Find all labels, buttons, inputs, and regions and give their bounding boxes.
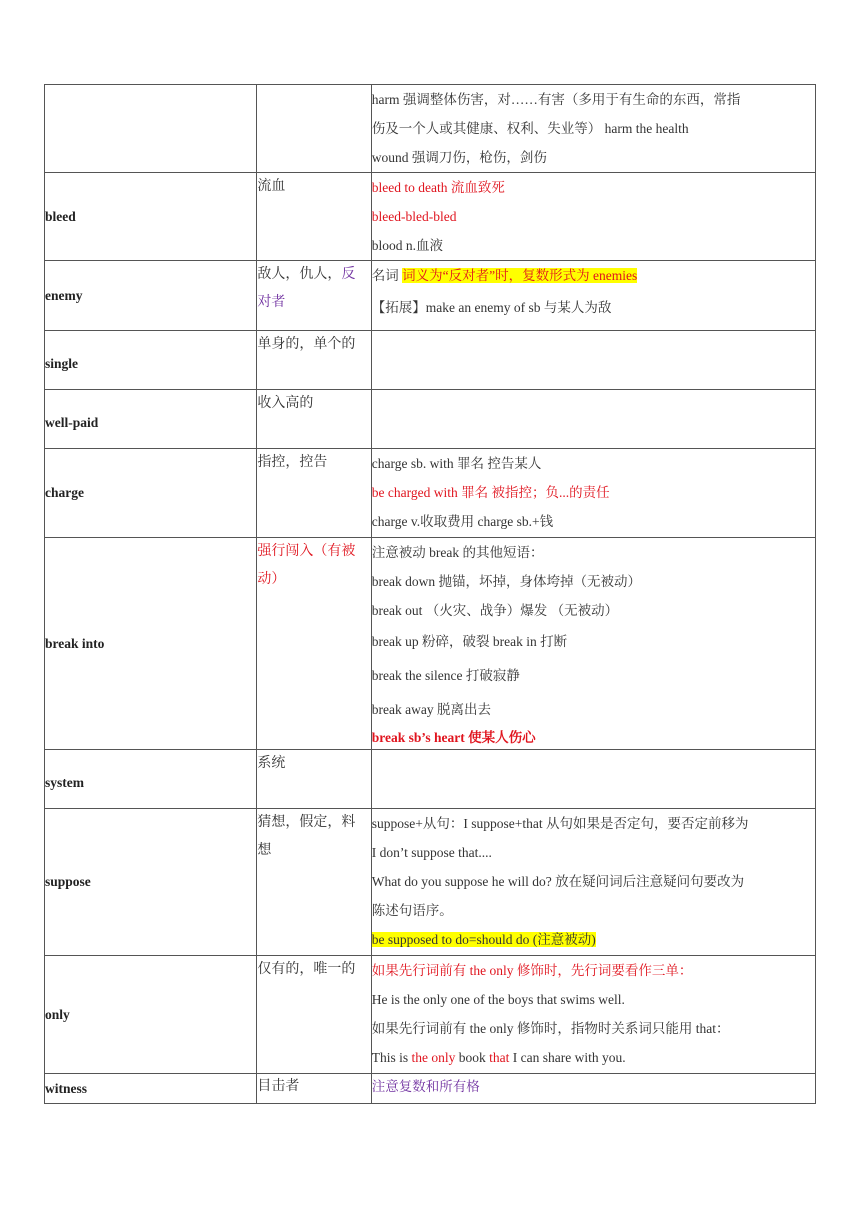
note-text-highlight: the only: [411, 1050, 456, 1065]
word-cell: charge: [45, 449, 257, 538]
table-row: [45, 538, 816, 750]
meaning-text-highlight: 反: [341, 267, 356, 282]
meaning-text: 敌人，仇人，: [257, 267, 342, 282]
meaning-cell: 系统: [257, 750, 371, 809]
note-text: book: [455, 1050, 490, 1065]
notes-cell: [371, 750, 815, 809]
word-cell: suppose: [45, 809, 257, 956]
note-line: 【拓展】make an enemy of sb 与某人为敌: [371, 300, 612, 315]
table-row: [45, 331, 816, 390]
meaning-cell: [257, 809, 371, 956]
note-text-highlight: that: [489, 1050, 510, 1065]
notes-cell: [371, 809, 815, 956]
word-cell: only: [45, 956, 257, 1074]
notes-cell: [371, 1074, 815, 1104]
note-line: harm 强调整体伤害，对……有害（多用于有生命的东西，常指: [371, 92, 741, 107]
meaning-text: 猜想，假定，料: [257, 815, 356, 830]
meaning-text: 动）: [257, 572, 286, 587]
word-cell: witness: [45, 1074, 257, 1104]
meaning-cell: 目击者: [257, 1074, 371, 1104]
note-line: charge sb. with 罪名 控告某人: [371, 456, 542, 471]
table-row: [45, 261, 816, 331]
meaning-text: 想: [257, 843, 272, 858]
note-line: 陈述句语序。: [371, 903, 453, 918]
notes-cell: [371, 173, 815, 261]
meaning-cell: [257, 538, 371, 750]
note-text: 名词: [371, 268, 403, 283]
note-line: I don’t suppose that....: [371, 845, 492, 860]
notes-cell: [371, 331, 815, 390]
meaning-text-highlight: 对者: [257, 295, 286, 310]
table-row: [45, 750, 816, 809]
notes-cell: [371, 449, 815, 538]
word-cell: bleed: [45, 173, 257, 261]
note-text: This is: [371, 1050, 412, 1065]
note-line: 如果先行词前有 the only 修饰时，指物时关系词只能用 that：: [371, 1021, 730, 1036]
word-cell: break into: [45, 538, 257, 750]
note-line: be charged with 罪名 被指控；负...的责任: [371, 485, 610, 500]
table-row: [45, 956, 816, 1074]
table-row: [45, 173, 816, 261]
meaning-cell: 收入高的: [257, 390, 371, 449]
note-line: What do you suppose he will do? 放在疑问词后注意疑问句要改为: [371, 874, 745, 889]
word-cell: single: [45, 331, 257, 390]
highlighted-note: be supposed to do=should do (注意被动): [371, 932, 596, 947]
meaning-cell: [257, 261, 371, 331]
meaning-cell: 指控，控告: [257, 449, 371, 538]
meaning-cell: [257, 85, 371, 173]
table-row: [45, 1074, 816, 1104]
table-row: [45, 449, 816, 538]
table-row: [45, 390, 816, 449]
note-line: 如果先行词前有 the only 修饰时，先行词要看作三单：: [371, 963, 693, 978]
note-line: wound 强调刀伤，枪伤，剑伤: [371, 150, 547, 165]
note-line: break up 粉碎，破裂 break in 打断: [371, 634, 568, 649]
note-line: bleed-bled-bled: [371, 209, 457, 224]
notes-cell: [371, 85, 815, 173]
meaning-cell: 流血: [257, 173, 371, 261]
note-line: break down 抛锚，坏掉，身体垮掉（无被动）: [371, 574, 641, 589]
note-line: charge v.收取费用 charge sb.+钱: [371, 514, 554, 529]
note-line: break out （火灾、战争）爆发 （无被动）: [371, 603, 619, 618]
note-line: 注意复数和所有格: [371, 1079, 480, 1094]
note-line: 伤及一个人或其健康、权利、失业等） harm the health: [371, 121, 689, 136]
note-line: He is the only one of the boys that swims well.: [371, 992, 625, 1007]
table-row: [45, 809, 816, 956]
note-line: break sb’s heart 使某人伤心: [371, 730, 536, 745]
notes-cell: [371, 956, 815, 1074]
note-text: I can share with you.: [509, 1050, 626, 1065]
notes-cell: [371, 261, 815, 331]
note-line: break away 脱离出去: [371, 702, 491, 717]
note-line: break the silence 打破寂静: [371, 668, 520, 683]
word-cell: well-paid: [45, 390, 257, 449]
notes-cell: [371, 390, 815, 449]
note-line: 注意被动 break 的其他短语：: [371, 545, 544, 560]
word-cell: system: [45, 750, 257, 809]
note-line: bleed to death 流血致死: [371, 180, 505, 195]
table-row: [45, 85, 816, 173]
meaning-cell: 仅有的，唯一的: [257, 956, 371, 1074]
highlighted-note: 词义为“反对者”时，复数形式为 enemies: [402, 268, 638, 283]
note-line: blood n.血液: [371, 238, 444, 253]
note-line: suppose+从句：I suppose+that 从句如果是否定句，要否定前移为: [371, 816, 749, 831]
word-cell: [45, 85, 257, 173]
meaning-cell: 单身的，单个的: [257, 331, 371, 390]
notes-cell: [371, 538, 815, 750]
vocabulary-table: [44, 84, 816, 1104]
word-cell: enemy: [45, 261, 257, 331]
meaning-text: 强行闯入（有被: [257, 544, 356, 559]
